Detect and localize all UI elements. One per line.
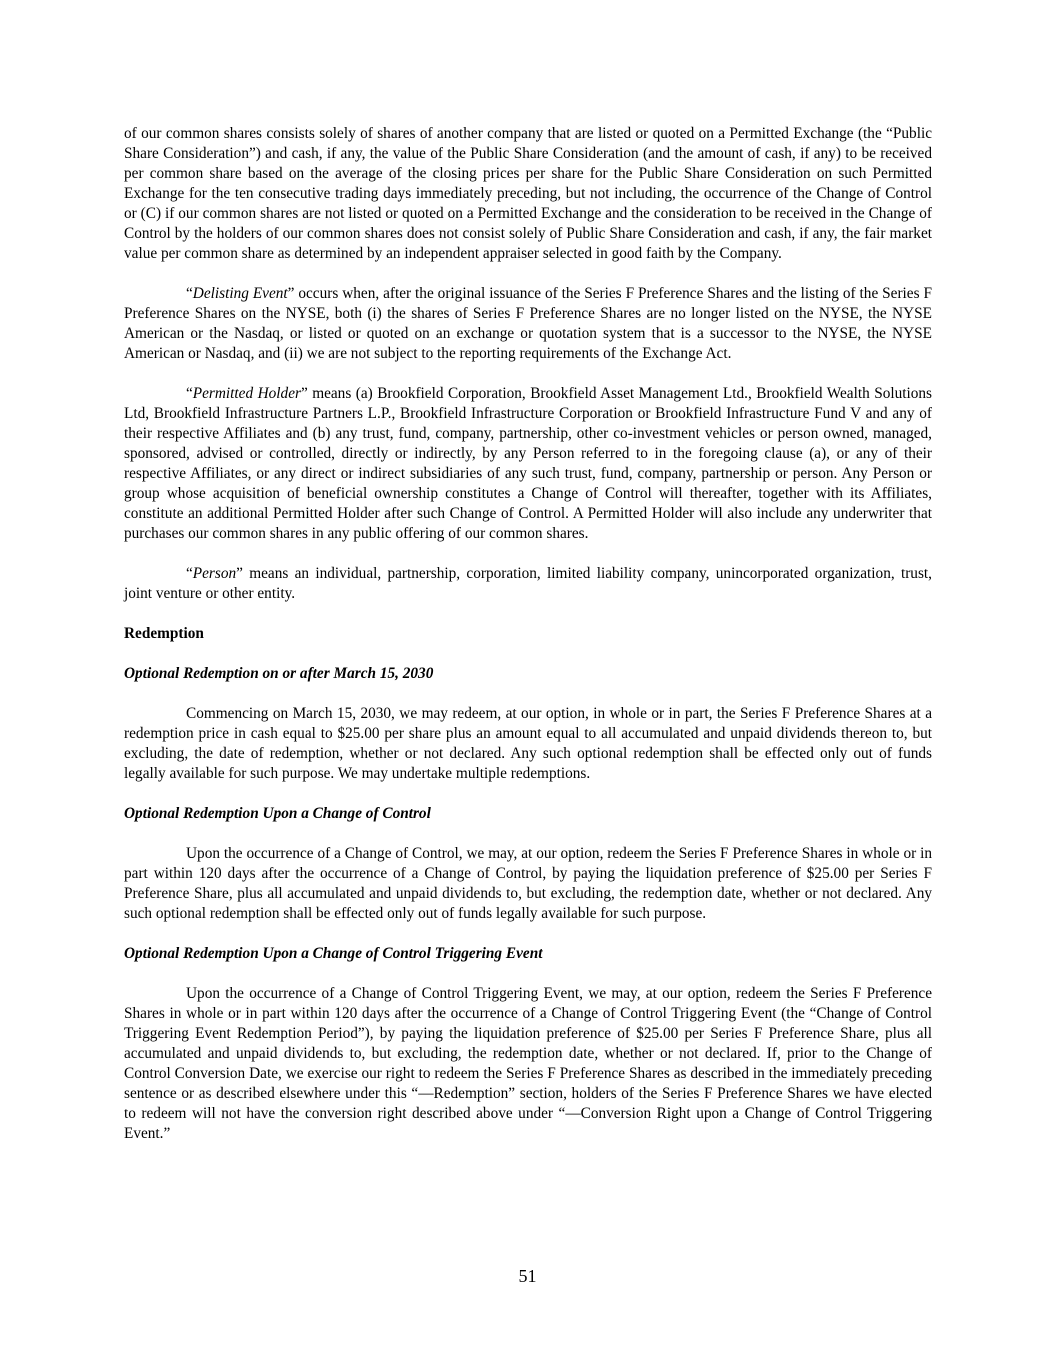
subheading-change-of-control: Optional Redemption Upon a Change of Control	[124, 805, 431, 822]
document-page	[124, 124, 932, 1164]
paragraph-public-share-consideration: of our common shares consists solely of shares of another company that are listed or quoted on a Permitted Exchange (the “Public Share Consideration”) and cash, if any, the value of the Public Share Consideration (and the amount of cash, if any) to be received per common share based on the average of the closing prices per share for the Public Share Consideration on such Permitted Exchange for the ten consecutive trading days immediately preceding, but not including, the occurrence of the Change of Control or (C) if our common shares are not listed or quoted on a Permitted Exchange and the consideration to be received in the Change of Control by the holders of our common shares does not consist solely of Public Share Consideration and cash, if any, the fair market value per common share as determined by an independent appraiser selected in good faith by the Company.	[124, 125, 932, 262]
defined-term-person: Person	[192, 565, 237, 582]
subheading-triggering-event: Optional Redemption Upon a Change of Control Triggering Event	[124, 945, 543, 962]
paragraph-permitted-holder	[124, 384, 932, 544]
open-quote: “	[186, 285, 193, 302]
page-number: 51	[518, 1266, 537, 1286]
subheading-optional-redemption-2030: Optional Redemption on or after March 15, 2030	[124, 665, 434, 682]
definition-body: ” means (a) Brookfield Corporation, Brookfield Asset Management Ltd., Brookfield Wealth Solutions Ltd, Brookfield Infrastructure Partners L.P., Brookfield Infrastructure Corporation or Brookfield Infrastructure Fund V and any of their respective Affiliates and (b) any trust, fund, company, partnership, other co-investment vehicles or person owned, managed, sponsored, advised or controlled, directly or indirectly, by any Person referred to in the foregoing clause (a), or any of their respective Affiliates, or any direct or indirect subsidiaries of any such trust, fund, company, partnership or person. Any Person or group whose acquisition of beneficial ownership constitutes a Change of Control will thereafter, together with its Affiliates, constitute an additional Permitted Holder after such Change of Control. A Permitted Holder will also include any underwriter that purchases our common shares in any public offering of our common shares.	[124, 385, 932, 542]
paragraph-person	[124, 564, 932, 604]
paragraph-optional-redemption-2030: Commencing on March 15, 2030, we may redeem, at our option, in whole or in part, the Series F Preference Shares at a redemption price in cash equal to $25.00 per share plus an amount equal to all accumulated and unpaid dividends thereon to, but excluding, the date of redemption, whether or not declared. Any such optional redemption shall be effected only out of funds legally available for such purpose. We may undertake multiple redemptions.	[124, 705, 932, 782]
open-quote: “	[186, 565, 193, 582]
section-heading-redemption: Redemption	[124, 625, 204, 642]
definition-body: ” means an individual, partnership, corporation, limited liability company, unincorporated organization, trust, joint venture or other entity.	[124, 565, 932, 602]
paragraph-triggering-event: Upon the occurrence of a Change of Control Triggering Event, we may, at our option, redeem the Series F Preference Shares in whole or in part within 120 days after the occurrence of a Change of Control Triggering Event (the “Change of Control Triggering Event Redemption Period”), by paying the liquidation preference of $25.00 per Series F Preference Share, plus all accumulated and unpaid dividends to, but excluding, the redemption date, whether or not declared. If, prior to the Change of Control Conversion Date, we exercise our right to redeem the Series F Preference Shares as described in the immediately preceding sentence or as described elsewhere under this “—Redemption” section, holders of the Series F Preference Shares we have elected to redeem will not have the conversion right described above under “—Conversion Right upon a Change of Control Triggering Event.”	[124, 985, 932, 1142]
defined-term-delisting-event: Delisting Event	[192, 285, 288, 302]
paragraph-change-of-control: Upon the occurrence of a Change of Control, we may, at our option, redeem the Series F Preference Shares in whole or in part within 120 days after the occurrence of a Change of Control, by paying the liquidation preference of $25.00 per Series F Preference Share, plus all accumulated and unpaid dividends to, but excluding, the redemption date, whether or not declared. Any such optional redemption shall be effected only out of funds legally available for such purpose.	[124, 845, 932, 922]
definition-body: ” occurs when, after the original issuance of the Series F Preference Shares and the listing of the Series F Preference Shares on the NYSE, both (i) the shares of Series F Preference Shares are no longer listed on the NYSE, the NYSE American or the Nasdaq, or listed or quoted on an exchange or quotation system that is a successor to the NYSE, the NYSE American or Nasdaq, and (ii) we are not subject to the reporting requirements of the Exchange Act.	[124, 285, 932, 362]
paragraph-delisting-event	[124, 284, 932, 364]
open-quote: “	[186, 385, 193, 402]
defined-term-permitted-holder: Permitted Holder	[192, 385, 301, 402]
